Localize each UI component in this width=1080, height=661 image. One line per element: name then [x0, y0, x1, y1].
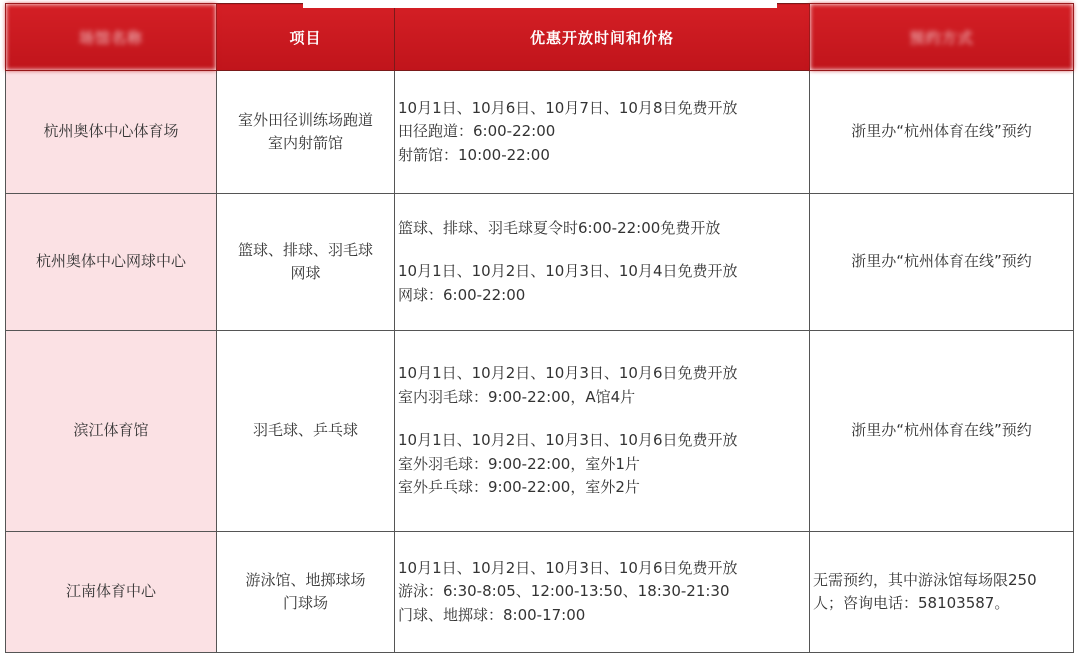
table-row [6, 194, 1074, 331]
time-line: 室外乒乓球：9:00-22:00，室外2片 [398, 478, 640, 497]
booking-cell [810, 532, 1074, 653]
venue-cell: 江南体育中心 [6, 532, 217, 653]
header-time-price: 优惠开放时间和价格 [395, 4, 810, 71]
time-line: 室外羽毛球：9:00-22:00，室外1片 [398, 454, 640, 473]
time-line: 10月1日、10月2日、10月3日、10月4日免费开放 [398, 262, 738, 281]
time-line: 游泳：6:30-8:05、12:00-13:50、18:30-21:30 [398, 582, 730, 601]
project-line: 室内射箭馆 [267, 134, 343, 152]
header-row [6, 4, 1074, 71]
table-row [6, 532, 1074, 653]
time-line: 田径跑道：6:00-22:00 [398, 122, 556, 141]
project-line: 室外田径训练场跑道 [237, 110, 373, 129]
booking-line: 浙里办“杭州体育在线”预约 [851, 122, 1032, 141]
time-line: 门球、地掷球：8:00-17:00 [398, 605, 586, 624]
time-line: 10月1日、10月2日、10月3日、10月6日免费开放 [398, 431, 738, 450]
time-line: 10月1日、10月2日、10月3日、10月6日免费开放 [398, 558, 738, 577]
time-cell [395, 194, 810, 331]
project-line: 网球 [290, 264, 321, 282]
time-line: 10月1日、10月6日、10月7日、10月8日免费开放 [398, 98, 738, 117]
booking-cell [810, 71, 1074, 194]
time-cell [395, 71, 810, 194]
booking-line: 人；咨询电话：58103587。 [813, 594, 1010, 612]
project-line: 门球场 [282, 594, 328, 612]
project-cell [217, 194, 395, 331]
time-line: 篮球、排球、羽毛球夏令时6:00-22:00免费开放 [398, 218, 721, 237]
header-booking: 预约方式 [810, 4, 1074, 71]
project-cell [217, 71, 395, 194]
header-project: 项目 [217, 4, 395, 71]
venue-cell: 杭州奥体中心网球中心 [6, 194, 217, 331]
project-line: 游泳馆、地掷球场 [245, 570, 366, 589]
paragraph-gap [398, 240, 809, 260]
project-line: 羽毛球、乒乓球 [252, 421, 358, 440]
schedule-table [5, 3, 1074, 653]
time-cell [395, 532, 810, 653]
project-cell [217, 532, 395, 653]
top-strip [303, 0, 777, 8]
venue-cell: 杭州奥体中心体育场 [6, 71, 217, 194]
booking-cell [810, 194, 1074, 331]
header-venue: 场馆名称 [6, 4, 217, 71]
venue-cell: 滨江体育馆 [6, 331, 217, 532]
time-line: 10月1日、10月2日、10月3日、10月6日免费开放 [398, 364, 738, 383]
time-line: 射箭馆：10:00-22:00 [398, 145, 550, 164]
project-cell [217, 331, 395, 532]
table-row [6, 331, 1074, 532]
booking-line: 浙里办“杭州体育在线”预约 [851, 252, 1032, 271]
booking-line: 浙里办“杭州体育在线”预约 [851, 421, 1032, 440]
table-row [6, 71, 1074, 194]
paragraph-gap [398, 409, 809, 429]
time-cell [395, 331, 810, 532]
time-line: 网球：6:00-22:00 [398, 285, 526, 304]
project-line: 篮球、排球、羽毛球 [237, 240, 373, 259]
time-line: 室内羽毛球：9:00-22:00，A馆4片 [398, 387, 636, 406]
booking-line: 无需预约，其中游泳馆每场限250 [813, 570, 1037, 589]
booking-cell [810, 331, 1074, 532]
